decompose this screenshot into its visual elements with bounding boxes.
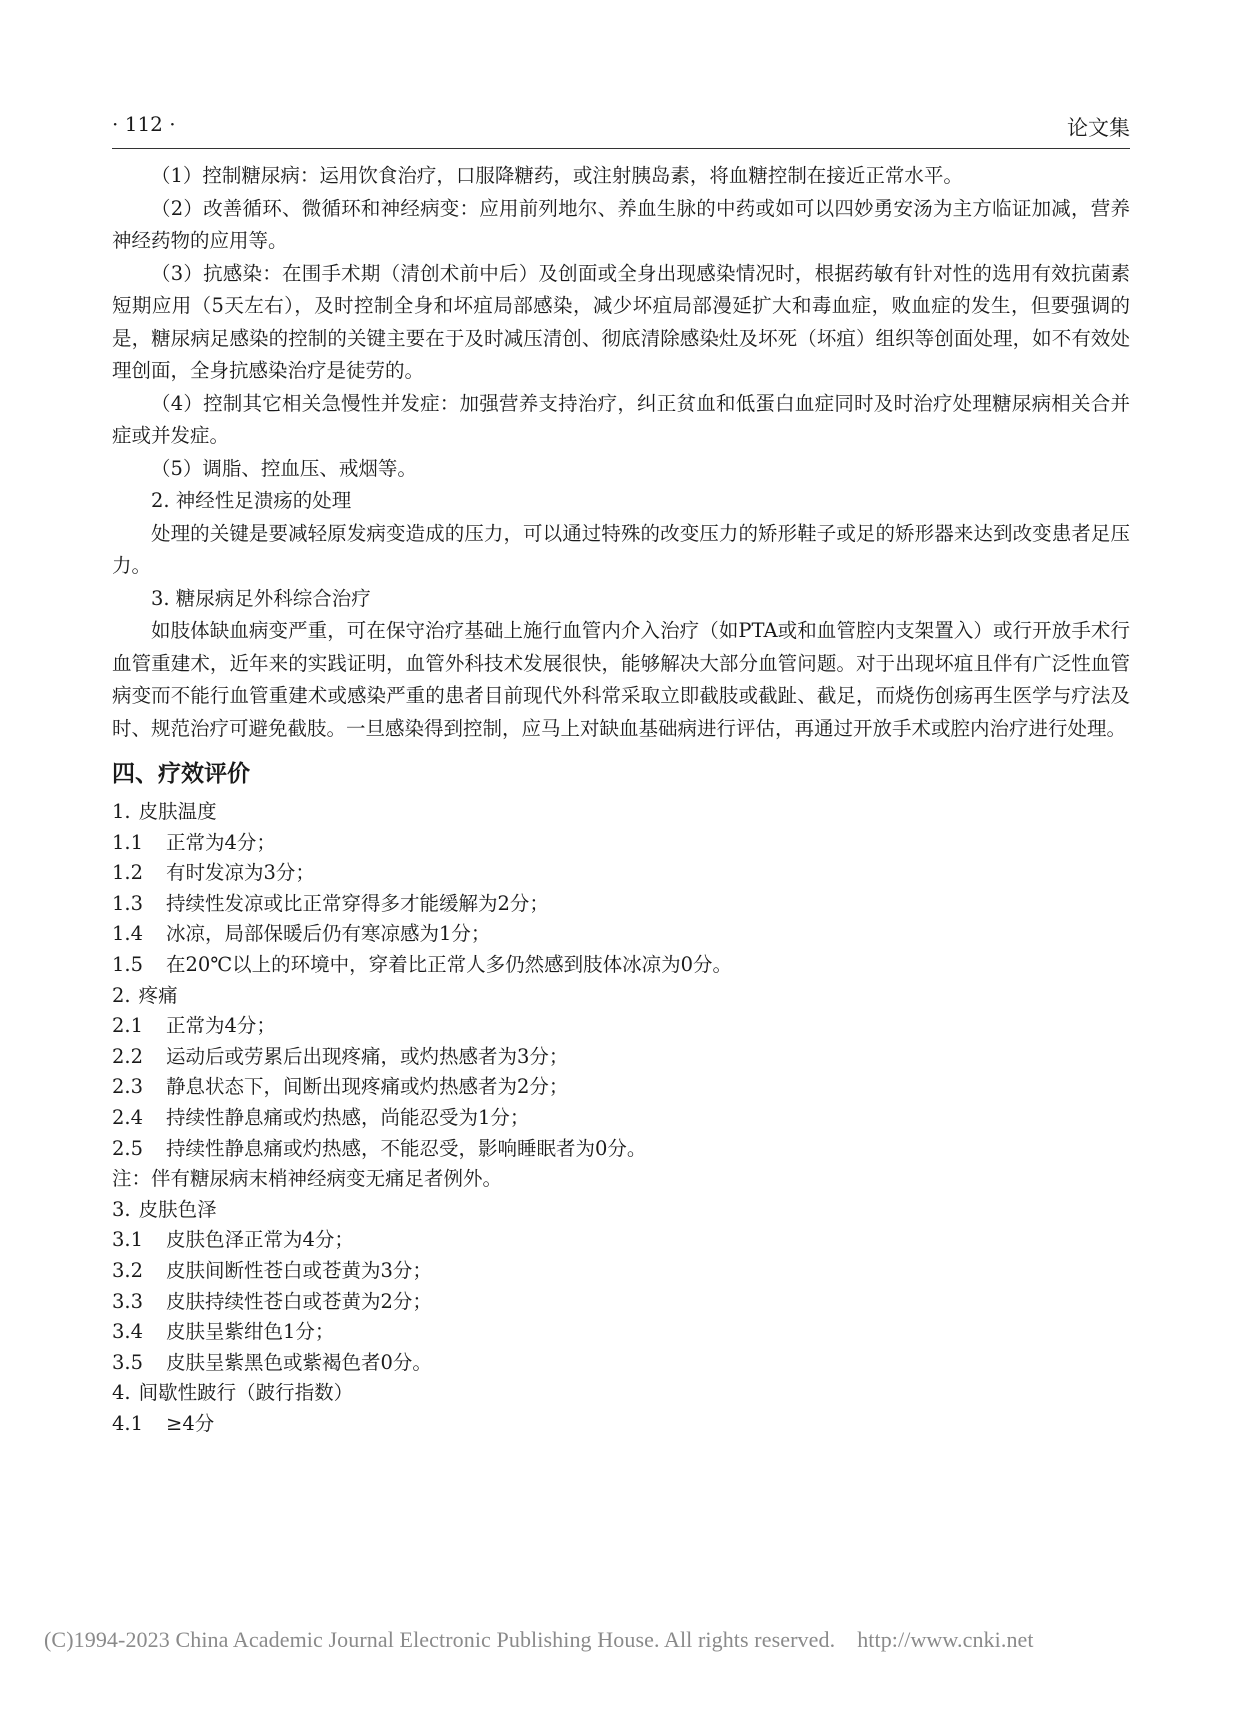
- item-text: 皮肤呈紫黑色或紫褐色者0分。: [166, 1350, 432, 1374]
- evaluation-item: [112, 1287, 1130, 1318]
- item-text: 皮肤间断性苍白或苍黄为3分；: [166, 1258, 432, 1282]
- item-number: 2.3: [112, 1075, 144, 1099]
- page-header: [112, 112, 1130, 142]
- paragraph: （3）抗感染：在围手术期（清创术前中后）及创面或全身出现感染情况时，根据药敏有针对性的选用有效抗菌素短期应用（5天左右），及时控制全身和坏疽局部感染，减少坏疽局部漫延扩大和毒血症，败血症的发生，但要强调的是，糖尿病足感染的控制的关键主要在于及时减压清创、彻底清除感染灶及坏死（坏疽）组织等创面处理，如不有效处理创面，全身抗感染治疗是徒劳的。: [112, 261, 1130, 382]
- item-number: 1.5: [112, 952, 144, 976]
- page-number: · 112 ·: [112, 112, 176, 136]
- header-rule: [112, 148, 1130, 149]
- item-number: 3.2: [112, 1258, 144, 1282]
- paragraph: 处理的关键是要减轻原发病变造成的压力，可以通过特殊的改变压力的矫形鞋子或足的矫形器来达到改变患者足压力。: [112, 521, 1130, 577]
- item-text: 在20℃以上的环境中，穿着比正常人多仍然感到肢体冰凉为0分。: [166, 952, 733, 976]
- evaluation-item: [112, 1072, 1130, 1103]
- evaluation-item: [112, 1225, 1130, 1256]
- paragraph: 如肢体缺血病变严重，可在保守治疗基础上施行血管内介入治疗（如PTA或和血管腔内支架置入）或行开放手术行血管重建术，近年来的实践证明，血管外科技术发展很快，能够解决大部分血管问题。对于出现坏疽且伴有广泛性血管病变而不能行血管重建术或感染严重的患者目前现代外科常采取立即截肢或截趾、截足，而烧伤创疡再生医学与疗法及时、规范治疗可避免截肢。一旦感染得到控制，应马上对缺血基础病进行评估，再通过开放手术或腔内治疗进行处理。: [112, 619, 1130, 740]
- paragraph: （1）控制糖尿病：运用饮食治疗，口服降糖药，或注射胰岛素，将血糖控制在接近正常水平。: [151, 164, 963, 187]
- item-text: 间歇性跛行（跛行指数）: [138, 1381, 354, 1405]
- evaluation-heading: [112, 1378, 1130, 1409]
- subsection-heading: 3. 糖尿病足外科综合治疗: [151, 586, 371, 610]
- evaluation-item: [112, 828, 1130, 859]
- item-text: 皮肤色泽: [138, 1197, 217, 1221]
- item-text: 正常为4分；: [166, 1014, 276, 1038]
- item-text: 皮肤温度: [138, 800, 217, 823]
- copyright-text: (C)1994-2023 China Academic Journal Electronic Publishing House. All rights reserved.: [44, 1627, 836, 1652]
- item-number: 4.1: [112, 1411, 144, 1435]
- evaluation-heading: [112, 797, 1130, 828]
- evaluation-item: [112, 889, 1130, 920]
- evaluation-heading: [112, 1164, 1130, 1195]
- subsection-heading: 2. 神经性足溃疡的处理: [151, 489, 352, 512]
- item-number: 2.4: [112, 1105, 144, 1129]
- item-number: 1.1: [112, 830, 144, 854]
- evaluation-heading: [112, 981, 1130, 1012]
- item-number: 2.2: [112, 1044, 144, 1068]
- footer-url: http://www.cnki.net: [857, 1627, 1034, 1652]
- item-text: 疼痛: [138, 983, 178, 1007]
- item-number: 3.4: [112, 1320, 144, 1344]
- copyright-footer: [44, 1627, 1204, 1653]
- item-text: 静息状态下，间断出现疼痛或灼热感者为2分；: [166, 1075, 569, 1099]
- paragraph: （5）调脂、控血压、戒烟等。: [151, 456, 417, 480]
- item-number: 2.5: [112, 1136, 144, 1160]
- evaluation-item: [112, 1011, 1130, 1042]
- section-title: 四、疗效评价: [112, 761, 250, 787]
- evaluation-item: [112, 858, 1130, 889]
- item-text: ≥4分: [166, 1411, 215, 1435]
- evaluation-item: [112, 1348, 1130, 1379]
- evaluation-item: [112, 1409, 1130, 1440]
- item-number: 1.3: [112, 891, 144, 915]
- item-number: 3.3: [112, 1289, 144, 1313]
- evaluation-item: [112, 950, 1130, 981]
- item-text: 皮肤色泽正常为4分；: [166, 1228, 354, 1252]
- item-number: 2.: [112, 983, 131, 1007]
- item-number: 1.2: [112, 861, 144, 885]
- item-text: 运动后或劳累后出现疼痛，或灼热感者为3分；: [166, 1044, 569, 1068]
- journal-title: 论文集: [1067, 116, 1130, 140]
- item-number: 1.4: [112, 922, 144, 946]
- paragraph: （4）控制其它相关急慢性并发症：加强营养支持治疗，纠正贫血和低蛋白血症同时及时治疗处理糖尿病相关合并症或并发症。: [112, 391, 1130, 447]
- evaluation-item: [112, 1256, 1130, 1287]
- item-text: 皮肤呈紫绀色1分；: [166, 1320, 335, 1344]
- item-text: 注：伴有糖尿病末梢神经病变无痛足者例外。: [112, 1167, 503, 1191]
- item-number: 3.5: [112, 1350, 144, 1374]
- item-text: 持续性静息痛或灼热感，尚能忍受为1分；: [166, 1105, 530, 1129]
- paragraph: （2）改善循环、微循环和神经病变：应用前列地尔、养血生脉的中药或如可以四妙勇安汤为主方临证加减，营养神经药物的应用等。: [112, 196, 1130, 252]
- evaluation-item: [112, 1317, 1130, 1348]
- item-text: 正常为4分；: [166, 830, 276, 854]
- item-number: 3.1: [112, 1228, 144, 1252]
- evaluation-list: [112, 797, 1130, 1439]
- evaluation-item: [112, 1103, 1130, 1134]
- evaluation-heading: [112, 1195, 1130, 1226]
- article-body: [112, 160, 1130, 1439]
- item-text: 有时发凉为3分；: [166, 861, 315, 885]
- item-number: 3.: [112, 1197, 131, 1221]
- evaluation-item: [112, 919, 1130, 950]
- item-text: 持续性发凉或比正常穿得多才能缓解为2分；: [166, 891, 549, 915]
- item-number: 1.: [112, 800, 131, 823]
- item-number: 2.1: [112, 1014, 144, 1038]
- evaluation-item: [112, 1134, 1130, 1165]
- item-text: 冰凉，局部保暖后仍有寒凉感为1分；: [166, 922, 491, 946]
- item-number: 4.: [112, 1381, 131, 1405]
- item-text: 皮肤持续性苍白或苍黄为2分；: [166, 1289, 432, 1313]
- evaluation-item: [112, 1042, 1130, 1073]
- item-text: 持续性静息痛或灼热感，不能忍受，影响睡眠者为0分。: [166, 1136, 647, 1160]
